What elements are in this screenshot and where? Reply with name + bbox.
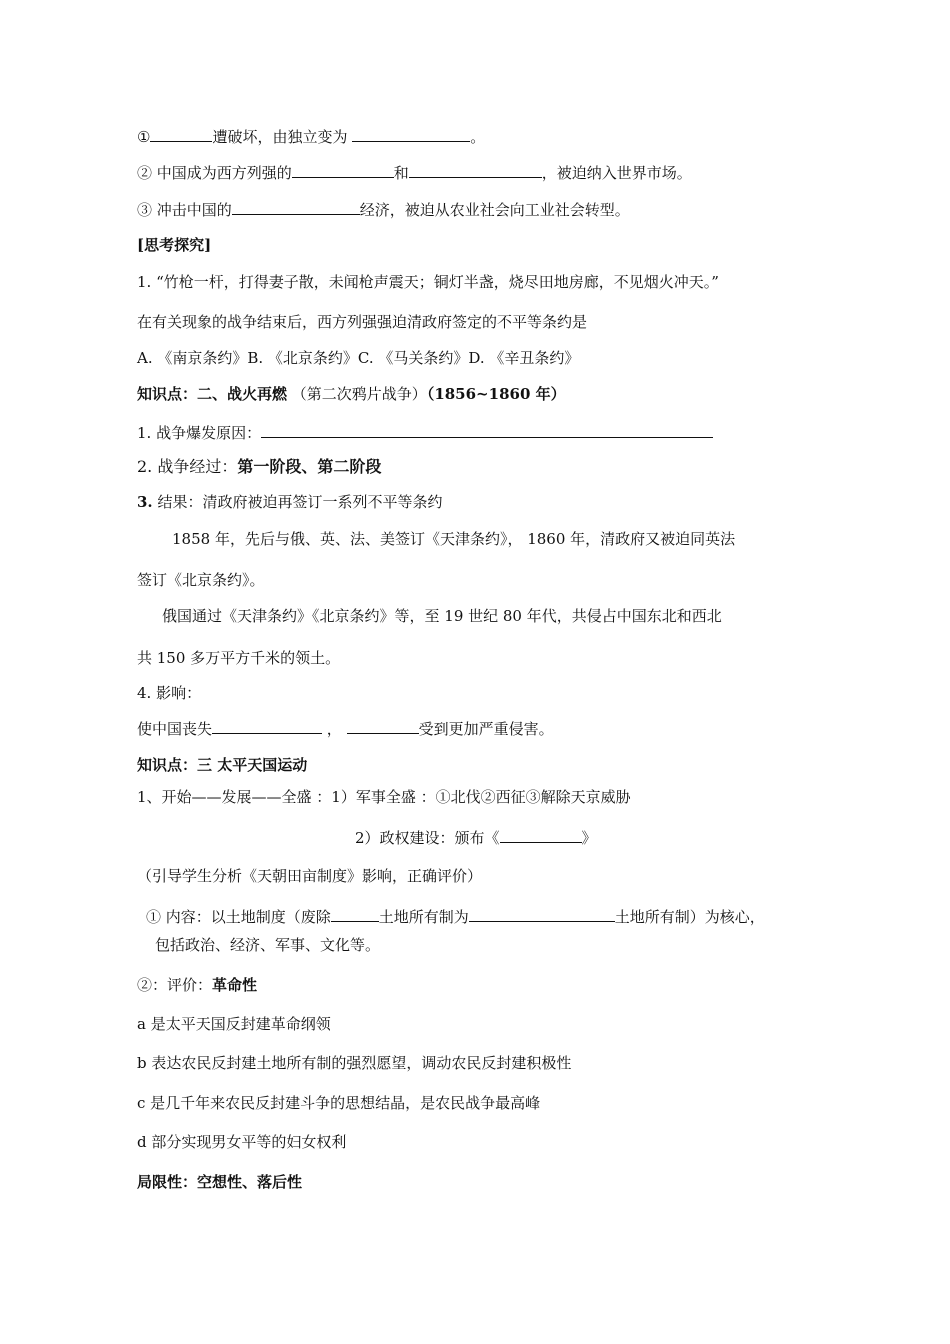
war-cause: 1. 战争爆发原因： xyxy=(137,422,713,443)
paragraph-2-cont: 共 150 多万平方千米的领土。 xyxy=(137,649,341,667)
blank xyxy=(409,162,542,178)
impact-line: 使中国丧失 ， 受到更加严重侵害。 xyxy=(137,720,554,738)
limitations: 局限性：空想性、落后性 xyxy=(137,1173,303,1191)
blank xyxy=(212,718,322,734)
question-options: A. 《南京条约》B. 《北京条约》C. 《马关条约》D. 《辛丑条约》 xyxy=(137,349,580,367)
line-economy: ③ 冲击中国的 经济，被迫从农业社会向工业社会转型。 xyxy=(137,201,630,219)
blank xyxy=(469,906,615,922)
paragraph-1: 1858 年，先后与俄、英、法、美签订《天津条约》， 1860 年，清政府又被迫同英法 xyxy=(172,530,736,548)
taiping-stages: 1、开始——发展——全盛 ：1）军事全盛 ：①北伐②西征③解除天京威胁 xyxy=(137,788,631,806)
blank xyxy=(292,162,394,178)
guidance-note: （引导学生分析《天朝田亩制度》影响，正确评价） xyxy=(137,867,483,885)
question-quote: 1. “竹枪一杆，打得妻子散，未闻枪声震天；铜灯半盏，烧尽田地房廊，不见烟火冲天。” xyxy=(137,273,719,291)
eval-d: d 部分实现男女平等的妇女权利 xyxy=(137,1133,347,1151)
paragraph-2: 俄国通过《天津条约》《北京条约》等，至 19 世纪 80 年代，共侵占中国东北和西北 xyxy=(162,607,722,625)
knowledge-point-2: 知识点：二、战火再燃 （第二次鸦片战争）（1856~1860 年） xyxy=(137,385,566,403)
content-line: ① 内容：以土地制度（废除 土地所有制为 土地所有制）为核心， xyxy=(146,908,765,926)
paragraph-1-cont: 签订《北京条约》。 xyxy=(137,571,265,589)
blank xyxy=(352,126,470,142)
blank xyxy=(347,718,419,734)
line-independence: ① 遭破坏，由独立变为 。 xyxy=(137,128,486,146)
blank xyxy=(500,827,582,843)
evaluation-heading: ②：评价：革命性 xyxy=(137,976,258,994)
section-think: [思考探究] xyxy=(137,236,212,254)
eval-b: b 表达农民反封建土地所有制的强烈愿望，调动农民反封建积极性 xyxy=(137,1054,572,1072)
blank xyxy=(232,199,360,215)
line-colony: ② 中国成为西方列强的 和 ，被迫纳入世界市场。 xyxy=(137,164,692,182)
war-result: 3. 结果：清政府被迫再签订一系列不平等条约 xyxy=(137,493,443,511)
regime-building: 2）政权建设：颁布《 》 xyxy=(355,829,597,847)
question-stem: 在有关现象的战争结束后，西方列强强迫清政府签定的不平等条约是 xyxy=(137,313,588,331)
blank xyxy=(150,126,212,142)
knowledge-point-3: 知识点：三 太平天国运动 xyxy=(137,756,308,774)
impact-heading: 4. 影响： xyxy=(137,684,202,702)
blank xyxy=(331,906,379,922)
war-course: 2. 战争经过：第一阶段、第二阶段 xyxy=(137,457,382,476)
eval-a: a 是太平天国反封建革命纲领 xyxy=(137,1015,331,1033)
eval-c: c 是几千年来农民反封建斗争的思想结晶，是农民战争最高峰 xyxy=(137,1094,541,1112)
content-line-cont: 包括政治、经济、军事、文化等。 xyxy=(155,936,381,954)
blank xyxy=(261,422,713,438)
